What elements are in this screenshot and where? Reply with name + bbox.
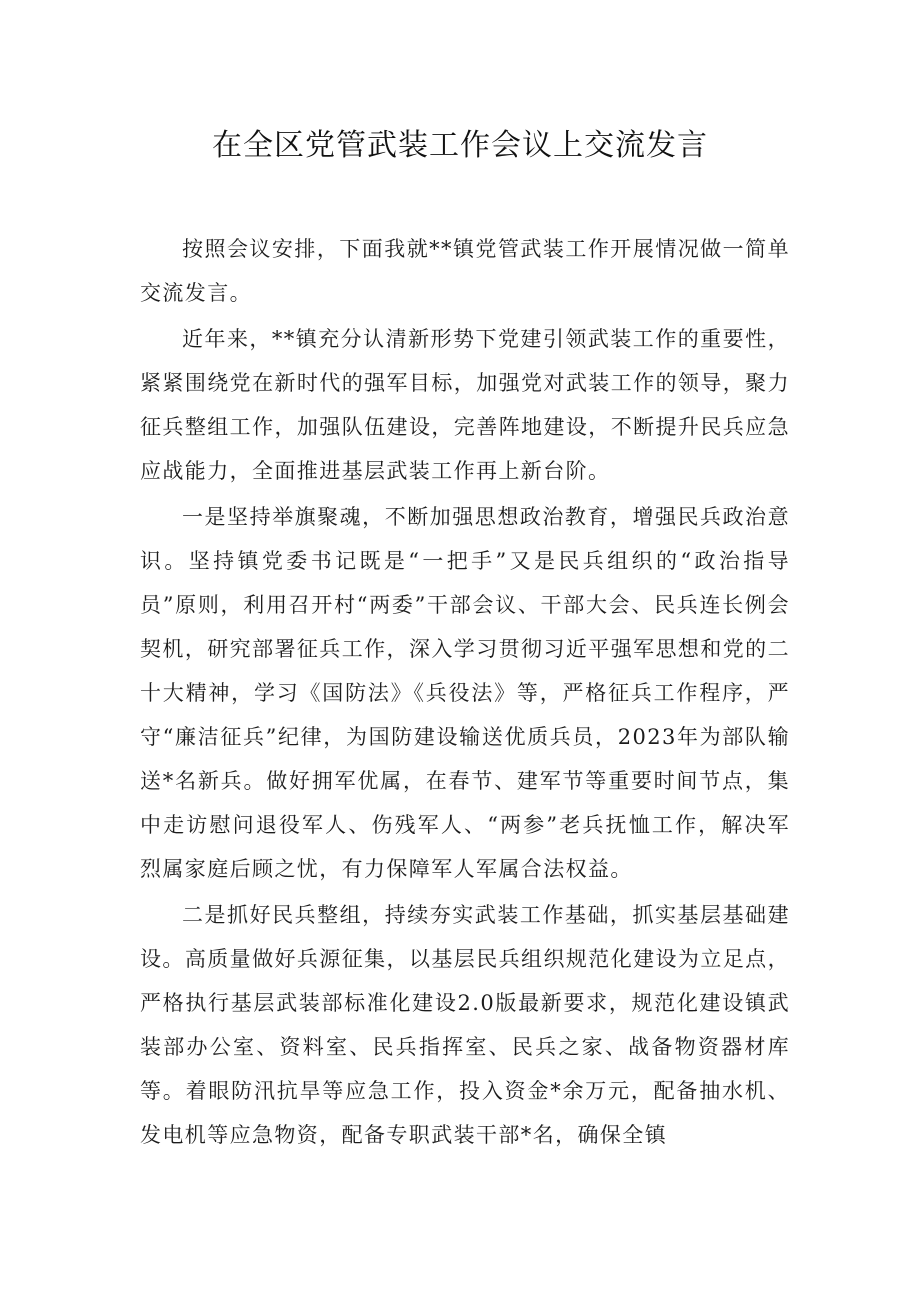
paragraph-point-two: 二是抓好民兵整组，持续夯实武装工作基础，抓实基层基础建设。高质量做好兵源征集，以基层民兵组织规范化建设为立足点，严格执行基层武装部标准化建设2.0版最新要求，规范化建设镇武装部办公室、资料室、民兵指挥室、民兵之家、战备物资器材库等。着眼防汛抗旱等应急工作，投入资金*余万元，配备抽水机、发电机等应急物资，配备专职武装干部*名，确保全镇 (140, 903, 790, 1147)
paragraph-point-one: 一是坚持举旗聚魂，不断加强思想政治教育，增强民兵政治意识。坚持镇党委书记既是“一把手”又是民兵组织的“政治指导员”原则，利用召开村“两委”干部会议、干部大会、民兵连长例会契机，研究部署征兵工作，深入学习贯彻习近平强军思想和党的二十大精神，学习《国防法》《兵役法》等，严格征兵工作程序，严守“廉洁征兵”纪律，为国防建设输送优质兵员，2023年为部队输送*名新兵。做好拥军优属，在春节、建军节等重要时间节点，集中走访慰问退役军人、伤残军人、“两参”老兵抚恤工作，解决军烈属家庭后顾之忧，有力保障军人军属合法权益。 (140, 505, 790, 881)
paragraph-intro: 按照会议安排，下面我就**镇党管武装工作开展情况做一简单交流发言。 (140, 237, 790, 305)
document-body (140, 227, 790, 1159)
paragraph-overview: 近年来，**镇充分认清新形势下党建引领武装工作的重要性，紧紧围绕党在新时代的强军目标，加强党对武装工作的领导，聚力征兵整组工作，加强队伍建设，完善阵地建设，不断提升民兵应急应战能力，全面推进基层武装工作再上新台阶。 (140, 327, 790, 483)
document-title: 在全区党管武装工作会议上交流发言 (212, 128, 708, 163)
